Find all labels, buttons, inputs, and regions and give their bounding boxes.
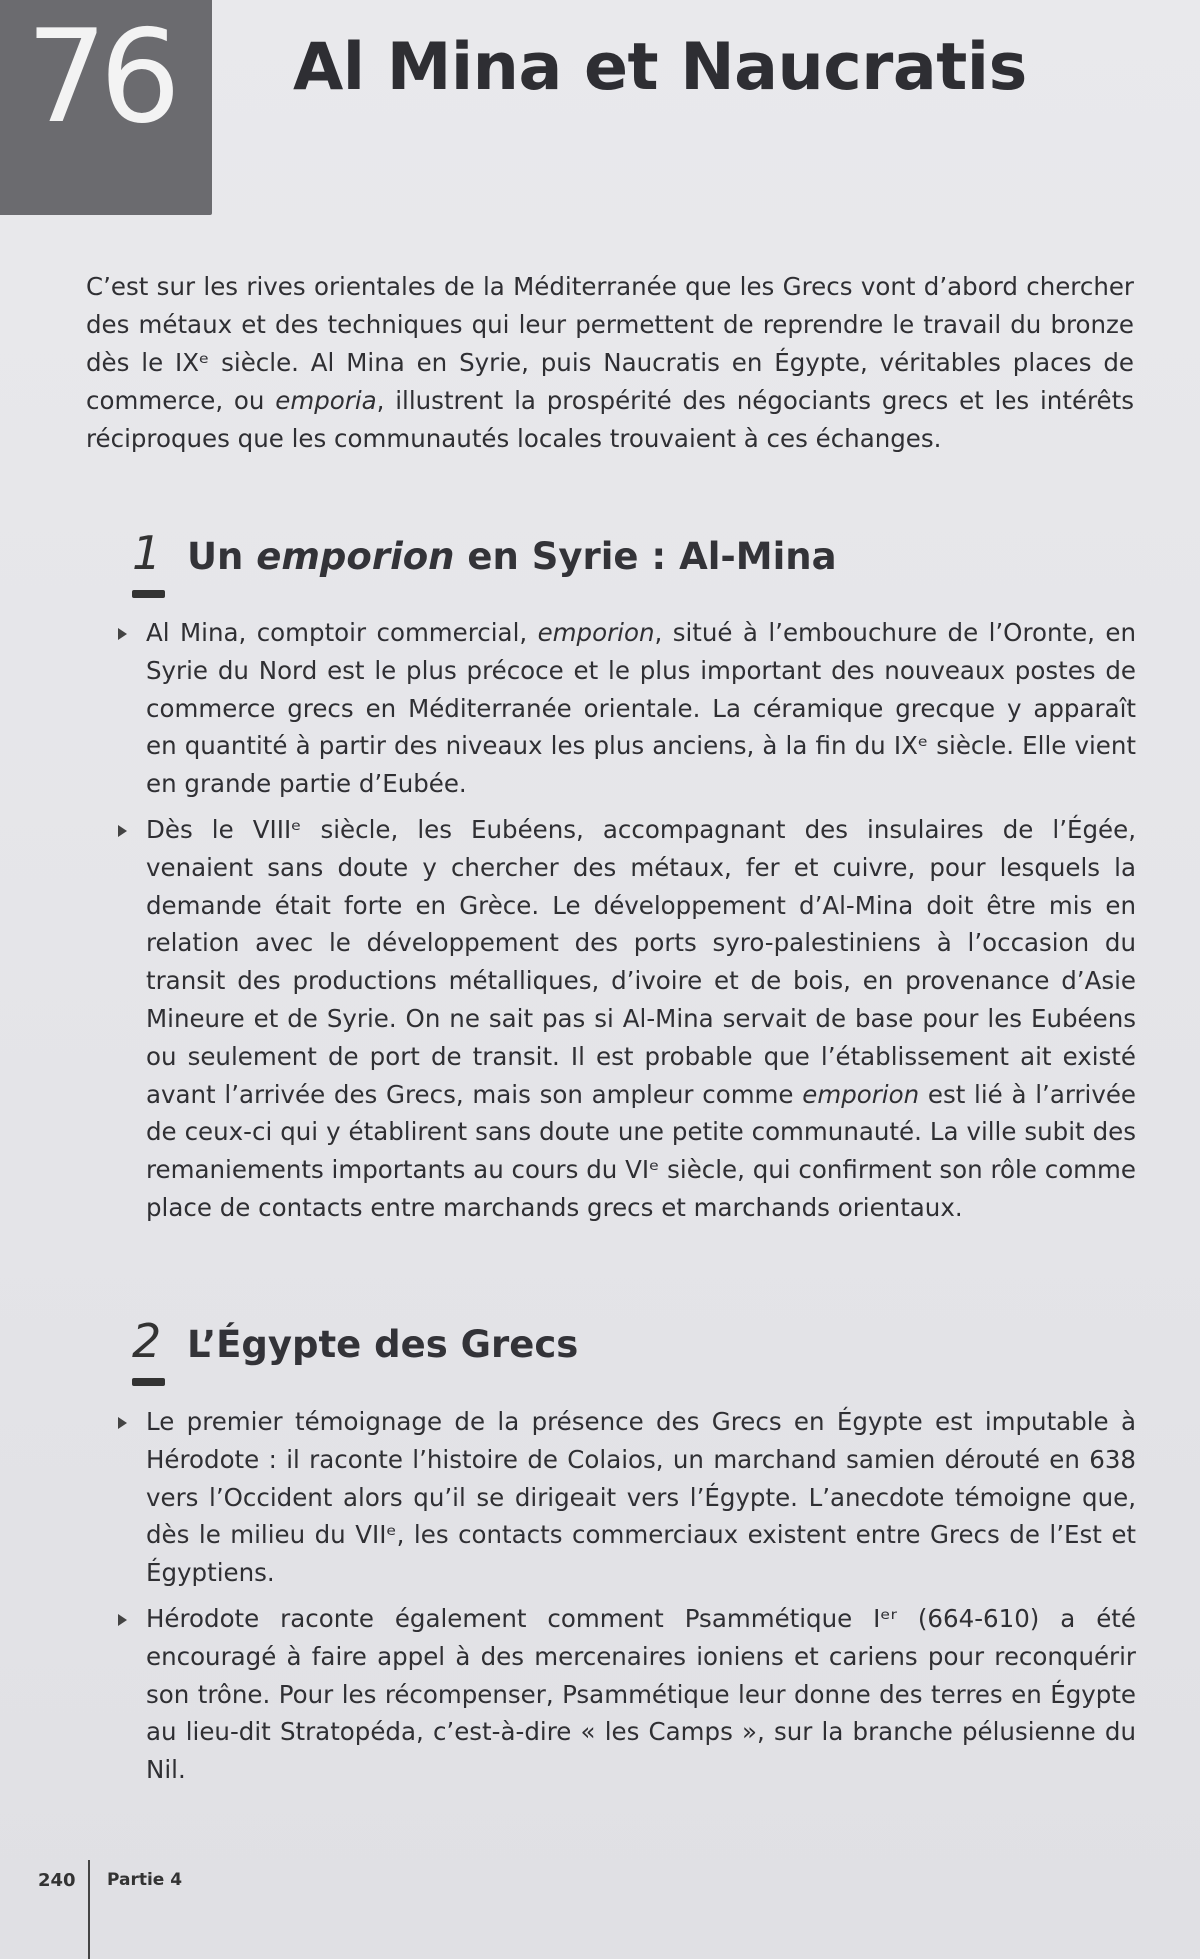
section-1-title: Un emporion en Syrie : Al-Mina (187, 535, 837, 578)
section-1-number: 1 (132, 530, 187, 576)
section-2-number: 2 (132, 1318, 187, 1364)
triangle-bullet-icon (118, 1614, 127, 1626)
section-2-list (116, 1403, 1136, 1797)
chapter-number-tab (0, 0, 212, 215)
part-label: Partie 4 (107, 1870, 183, 1890)
triangle-bullet-icon (118, 628, 127, 640)
page-footer (0, 1860, 1200, 1959)
chapter-number: 76 (26, 3, 173, 152)
section-2-title: L’Égypte des Grecs (187, 1323, 579, 1366)
section-2-heading (132, 1314, 579, 1368)
chapter-title: Al Mina et Naucratis (293, 30, 1027, 105)
list-item: Hérodote raconte également comment Psammétique Iᵉʳ (664-610) a été encouragé à faire appel à des mercenaires ioniens et cariens pour reconquérir son trône. Pour les récompenser, Psammétique leur donne des terres en Égypte au lieu-dit Stratopéda, c’est-à-dire « les Camps », sur la branche pélusienne du Nil. (116, 1600, 1136, 1789)
triangle-bullet-icon (118, 1417, 127, 1429)
triangle-bullet-icon (118, 825, 127, 837)
intro-paragraph: C’est sur les rives orientales de la Méditerranée que les Grecs vont d’abord chercher des métaux et des techniques qui leur permettent de reprendre le travail du bronze dès le IXᵉ siècle. Al Mina en Syrie, puis Naucratis en Égypte, véritables places de commerce, ou emporia, illustrent la prospérité des négociants grecs et les intérêts réciproques que les communautés locales trouvaient à ces échanges. (86, 272, 1134, 453)
section-1-heading (132, 526, 837, 580)
footer-divider (88, 1860, 90, 1959)
list-item: Le premier témoignage de la présence des Grecs en Égypte est imputable à Hérodote : il raconte l’histoire de Colaios, un marchand samien dérouté en 638 vers l’Occident alors qu’il se dirigeait vers l’Égypte. L’anecdote témoigne que, dès le milieu du VIIᵉ, les contacts commerciaux existent entre Grecs de l’Est et Égyptiens. (116, 1403, 1136, 1592)
list-item: Al Mina, comptoir commercial, emporion, situé à l’embouchure de l’Oronte, en Syrie du Nord est le plus précoce et le plus important des nouveaux postes de commerce grecs en Méditerranée orientale. La céramique grecque y apparaît en quantité à partir des niveaux les plus anciens, à la fin du IXᵉ siècle. Elle vient en grande partie d’Eubée. (116, 614, 1136, 803)
page-number: 240 (38, 1870, 76, 1891)
list-item: Dès le VIIIᵉ siècle, les Eubéens, accompagnant des insulaires de l’Égée, venaient sans doute y chercher des métaux, fer et cuivre, pour lesquels la demande était forte en Grèce. Le développement d’Al-Mina doit être mis en relation avec le développement des ports syro-palestiniens à l’occasion du transit des productions métalliques, d’ivoire et de bois, en provenance d’Asie Mineure et de Syrie. On ne sait pas si Al-Mina servait de base pour les Eubéens ou seulement de port de transit. Il est probable que l’établissement ait existé avant l’arrivée des Grecs, mais son ampleur comme emporion est lié à l’arrivée de ceux-ci qui y établirent sans doute une petite communauté. La ville subit des remaniements importants au cours du VIᵉ siècle, qui confirment son rôle comme place de contacts entre marchands grecs et marchands orientaux. (116, 811, 1136, 1227)
section-1-list (116, 614, 1136, 1235)
